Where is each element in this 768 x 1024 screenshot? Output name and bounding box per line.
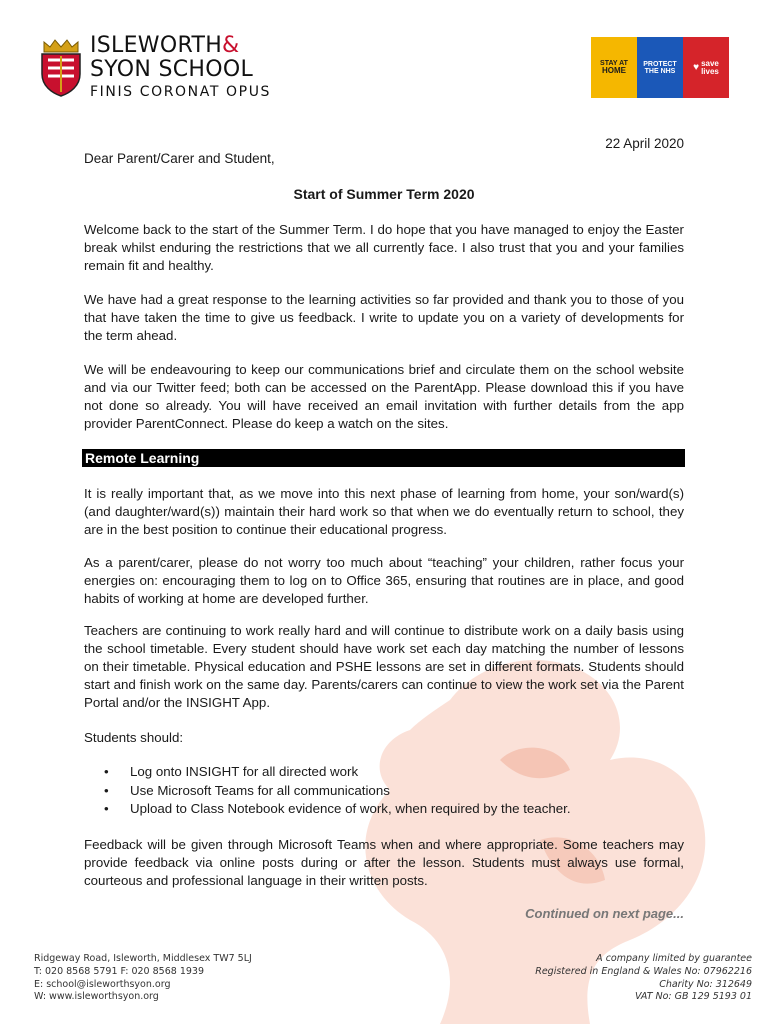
- list-item: • Upload to Class Notebook evidence of work, when required by the teacher.: [104, 800, 684, 819]
- school-motto: FINIS CORONAT OPUS: [90, 84, 272, 100]
- intro-paragraph-1: Welcome back to the start of the Summer Term. I do hope that you have managed to enjoy the Easter break whilst enduring the restrictions that we all currently face. I also trust that you and your families remain fit and healthy.: [84, 222, 684, 273]
- letter-title: Start of Summer Term 2020: [293, 186, 475, 202]
- school-name: [90, 34, 271, 102]
- banner-save: save: [701, 58, 719, 68]
- footer-registration: Registered in England & Wales No: 07962216: [535, 965, 752, 977]
- remote-paragraph-3: Teachers are continuing to work really hard and will continue to distribute work on a daily basis using the school timetable. Every student should have work set each day matching the number of lessons on their timetable. Physical education and PSHE lessons are set in different formats. Students should start and finish work on the same day. Parents/carers can continue to view the work set via the Parent Portal and/or the INSIGHT App.: [84, 623, 684, 710]
- feedback-paragraph: Feedback will be given through Microsoft Teams when and where appropriate. Some teachers may provide feedback via online posts during or after the lesson. Students must always use formal, courteous and professional language in their written posts.: [84, 837, 684, 888]
- students-should-label: Students should:: [84, 730, 184, 745]
- stay-at-home-badge: [591, 37, 637, 98]
- heart-icon: ♥: [693, 62, 700, 73]
- intro-paragraph-2: We have had a great response to the learning activities so far provided and thank you to those of you that have taken the time to give us feedback. I write to update you on a variety of developments for the term ahead.: [84, 292, 684, 343]
- list-item: • Use Microsoft Teams for all communications: [104, 782, 684, 801]
- letter-date: 22 April 2020: [605, 136, 684, 151]
- school-name-line2: SYON SCHOOL: [90, 57, 254, 82]
- school-name-line1: ISLEWORTH: [90, 33, 223, 58]
- remote-paragraph-1: It is really important that, as we move into this next phase of learning from home, your son/ward(s) (and daughter/ward(s)) maintain their hard work so that when we do eventually return to school, they are in the best position to continue their educational progress.: [84, 486, 684, 537]
- footer-website: W: www.isleworthsyon.org: [34, 991, 159, 1003]
- banner-protect: PROTECT: [643, 60, 677, 68]
- school-name-ampersand: &: [222, 33, 240, 58]
- school-crest-icon: [38, 38, 84, 98]
- section-heading-remote-learning: Remote Learning: [82, 449, 685, 467]
- footer-charity: Charity No: 312649: [659, 978, 752, 990]
- students-should-list: [104, 763, 684, 819]
- banner-home: HOME: [601, 66, 626, 75]
- footer-company: A company limited by guarantee: [596, 953, 752, 964]
- footer-company-info: [535, 953, 752, 1004]
- banner-stay-at: STAY AT: [600, 60, 628, 67]
- footer-phone: T: 020 8568 5791 F: 020 8568 1939: [34, 965, 204, 977]
- banner-lives: lives: [701, 66, 719, 76]
- remote-paragraph-2: As a parent/carer, please do not worry too much about “teaching” your children, rather focus your energies on: encouraging them to log on to Office 365, ensuring that routines are in place, and good habits of working at home are developed further.: [84, 555, 684, 606]
- footer-email: E: school@isleworthsyon.org: [34, 978, 171, 990]
- footer-contact: [34, 953, 252, 1004]
- footer-vat: VAT No: GB 129 5193 01: [635, 991, 752, 1003]
- nhs-campaign-banner: [591, 37, 729, 98]
- protect-nhs-badge: [637, 37, 683, 98]
- banner-the-nhs: THE NHS: [644, 67, 676, 75]
- list-item: • Log onto INSIGHT for all directed work: [104, 763, 684, 782]
- footer-address: Ridgeway Road, Isleworth, Middlesex TW7 5LJ: [34, 953, 252, 964]
- continued-note: Continued on next page...: [525, 906, 684, 921]
- intro-paragraph-3: We will be endeavouring to keep our communications brief and circulate them on the school website and via our Twitter feed; both can be accessed on the ParentApp. Please download this if you have not done so already. You will have received an email invitation with further details from the app provider ParentConnect. Please do keep a watch on the sites.: [84, 362, 684, 431]
- save-lives-badge: [683, 37, 729, 98]
- letter-greeting: Dear Parent/Carer and Student,: [84, 151, 275, 166]
